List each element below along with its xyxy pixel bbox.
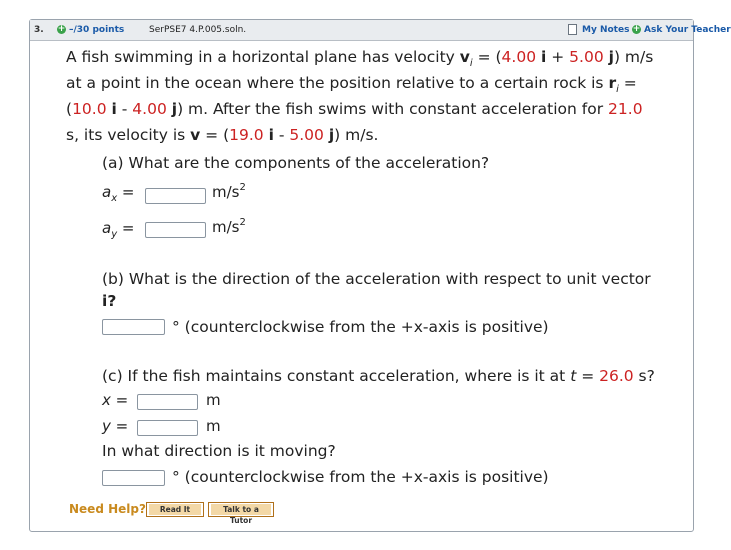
part-c-direction-note: ° (counterclockwise from the +x-axis is positive): [172, 468, 549, 486]
ay-input[interactable]: [145, 222, 206, 238]
question-number: 3.: [34, 25, 44, 35]
ay-label: $a_y$ =: [102, 219, 135, 240]
problem-line-4: s, its velocity is v = (19.0 i - 5.00 j) m/s.: [66, 126, 379, 144]
points-label: –/30 points: [69, 25, 125, 35]
problem-source: SerPSE7 4.P.005.soln.: [149, 25, 247, 35]
plus-icon[interactable]: +: [57, 24, 66, 34]
problem-line-3: (10.0 i - 4.00 j) m. After the fish swims with constant acceleration for 21.0: [66, 100, 643, 118]
part-b-question-line-1: (b) What is the direction of the acceleration with respect to unit vector: [102, 270, 651, 288]
ax-unit: $m/s^2$: [212, 182, 246, 201]
read-it-button[interactable]: Read It: [146, 502, 204, 517]
problem-line-1: A fish swimming in a horizontal plane has velocity $v_i = (4.00$ i + 5.00 j) m/s: [66, 48, 654, 70]
need-help-label: Need Help?: [69, 502, 146, 516]
x-label: x =: [102, 391, 129, 409]
talk-to-tutor-button[interactable]: Talk to a Tutor: [208, 502, 274, 517]
my-notes-link[interactable]: My Notes: [582, 25, 630, 35]
part-b-question-line-2: i?: [102, 292, 117, 310]
notes-icon[interactable]: [568, 24, 577, 35]
problem-line-2: at a point in the ocean where the position relative to a certain rock is $r_i$ =: [66, 74, 637, 96]
ay-unit: $m/s^2$: [212, 217, 246, 236]
part-a-question: (a) What are the components of the acceleration?: [102, 154, 490, 172]
part-c-direction-input[interactable]: [102, 470, 165, 486]
x-position-input[interactable]: [137, 394, 198, 410]
y-position-input[interactable]: [137, 420, 198, 436]
y-label: y =: [102, 417, 129, 435]
question-header: [30, 20, 731, 41]
part-b-angle-input[interactable]: [102, 319, 165, 335]
direction-question: In what direction is it moving?: [102, 442, 336, 460]
part-b-angle-note: ° (counterclockwise from the +x-axis is positive): [172, 318, 549, 336]
part-c-question: (c) If the fish maintains constant acceleration, where is it at t = 26.0 s?: [102, 367, 655, 385]
y-unit: m: [206, 417, 221, 435]
ax-label: $a_x$ =: [102, 183, 135, 204]
ax-input[interactable]: [145, 188, 206, 204]
ask-teacher-link[interactable]: Ask Your Teacher: [644, 25, 731, 35]
question-card: [29, 19, 731, 532]
x-unit: m: [206, 391, 221, 409]
plus-icon[interactable]: +: [632, 24, 641, 34]
